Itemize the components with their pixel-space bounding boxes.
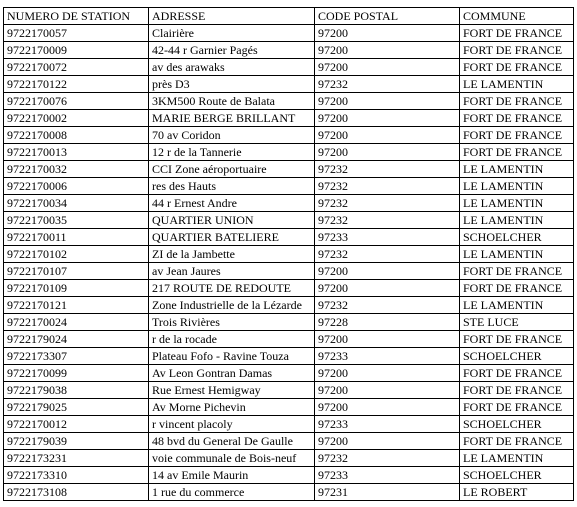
commune-cell: SCHOELCHER xyxy=(460,348,574,365)
address-cell: 3KM500 Route de Balata xyxy=(149,93,315,110)
address-cell: Trois Rivières xyxy=(149,314,315,331)
table-row xyxy=(4,195,574,212)
table-row xyxy=(4,433,574,450)
postal-code-cell: 97200 xyxy=(315,365,460,382)
commune-cell: LE LAMENTIN xyxy=(460,195,574,212)
station-number-cell: 9722179024 xyxy=(4,331,149,348)
station-number-cell: 9722170008 xyxy=(4,127,149,144)
postal-code-cell: 97200 xyxy=(315,110,460,127)
commune-cell: LE LAMENTIN xyxy=(460,450,574,467)
commune-cell: FORT DE FRANCE xyxy=(460,331,574,348)
table-row xyxy=(4,76,574,93)
address-cell: Zone Industrielle de la Lézarde xyxy=(149,297,315,314)
address-cell: Plateau Fofo - Ravine Touza xyxy=(149,348,315,365)
commune-cell: FORT DE FRANCE xyxy=(460,399,574,416)
station-number-cell: 9722170024 xyxy=(4,314,149,331)
table-row xyxy=(4,314,574,331)
postal-code-cell: 97233 xyxy=(315,229,460,246)
address-cell: Rue Ernest Hemigway xyxy=(149,382,315,399)
table-row xyxy=(4,263,574,280)
header-code-postal: CODE POSTAL xyxy=(315,8,460,25)
header-commune: COMMUNE xyxy=(460,8,574,25)
station-number-cell: 9722179025 xyxy=(4,399,149,416)
address-cell: res des Hauts xyxy=(149,178,315,195)
table-row xyxy=(4,42,574,59)
postal-code-cell: 97233 xyxy=(315,467,460,484)
address-cell: près D3 xyxy=(149,76,315,93)
commune-cell: LE LAMENTIN xyxy=(460,178,574,195)
table-row xyxy=(4,144,574,161)
table-row xyxy=(4,110,574,127)
postal-code-cell: 97200 xyxy=(315,127,460,144)
header-numero-de-station: NUMERO DE STATION xyxy=(4,8,149,25)
table-row xyxy=(4,297,574,314)
table-row xyxy=(4,127,574,144)
commune-cell: FORT DE FRANCE xyxy=(460,382,574,399)
address-cell: 70 av Coridon xyxy=(149,127,315,144)
address-cell: 1 rue du commerce xyxy=(149,484,315,501)
table-row xyxy=(4,229,574,246)
table-row xyxy=(4,59,574,76)
address-cell: Av Morne Pichevin xyxy=(149,399,315,416)
station-number-cell: 9722170122 xyxy=(4,76,149,93)
commune-cell: FORT DE FRANCE xyxy=(460,263,574,280)
station-number-cell: 9722170009 xyxy=(4,42,149,59)
table-row xyxy=(4,348,574,365)
table-body xyxy=(4,25,574,501)
address-cell: r vincent placoly xyxy=(149,416,315,433)
commune-cell: SCHOELCHER xyxy=(460,229,574,246)
postal-code-cell: 97200 xyxy=(315,263,460,280)
station-number-cell: 9722170006 xyxy=(4,178,149,195)
station-number-cell: 9722170076 xyxy=(4,93,149,110)
commune-cell: FORT DE FRANCE xyxy=(460,127,574,144)
commune-cell: SCHOELCHER xyxy=(460,467,574,484)
postal-code-cell: 97232 xyxy=(315,195,460,212)
address-cell: Av Leon Gontran Damas xyxy=(149,365,315,382)
header-row xyxy=(4,8,574,25)
station-number-cell: 9722170102 xyxy=(4,246,149,263)
postal-code-cell: 97200 xyxy=(315,144,460,161)
station-number-cell: 9722170035 xyxy=(4,212,149,229)
table-row xyxy=(4,450,574,467)
postal-code-cell: 97232 xyxy=(315,76,460,93)
postal-code-cell: 97200 xyxy=(315,93,460,110)
table-row xyxy=(4,246,574,263)
table-row xyxy=(4,399,574,416)
table-row xyxy=(4,178,574,195)
address-cell: 14 av Emile Maurin xyxy=(149,467,315,484)
table-row xyxy=(4,365,574,382)
postal-code-cell: 97231 xyxy=(315,484,460,501)
station-number-cell: 9722170002 xyxy=(4,110,149,127)
commune-cell: FORT DE FRANCE xyxy=(460,110,574,127)
address-cell: MARIE BERGE BRILLANT xyxy=(149,110,315,127)
station-number-cell: 9722170011 xyxy=(4,229,149,246)
commune-cell: FORT DE FRANCE xyxy=(460,280,574,297)
postal-code-cell: 97200 xyxy=(315,280,460,297)
postal-code-cell: 97232 xyxy=(315,178,460,195)
table-row xyxy=(4,416,574,433)
commune-cell: LE LAMENTIN xyxy=(460,161,574,178)
commune-cell: LE LAMENTIN xyxy=(460,76,574,93)
commune-cell: FORT DE FRANCE xyxy=(460,59,574,76)
address-cell: r de la rocade xyxy=(149,331,315,348)
address-cell: QUARTIER UNION xyxy=(149,212,315,229)
commune-cell: FORT DE FRANCE xyxy=(460,365,574,382)
station-number-cell: 9722173108 xyxy=(4,484,149,501)
station-number-cell: 9722173310 xyxy=(4,467,149,484)
address-cell: CCI Zone aéroportuaire xyxy=(149,161,315,178)
postal-code-cell: 97232 xyxy=(315,161,460,178)
station-number-cell: 9722170107 xyxy=(4,263,149,280)
header-adresse: ADRESSE xyxy=(149,8,315,25)
table-row xyxy=(4,484,574,501)
postal-code-cell: 97232 xyxy=(315,212,460,229)
commune-cell: LE LAMENTIN xyxy=(460,246,574,263)
table-row xyxy=(4,212,574,229)
postal-code-cell: 97200 xyxy=(315,433,460,450)
station-number-cell: 9722170072 xyxy=(4,59,149,76)
commune-cell: LE ROBERT xyxy=(460,484,574,501)
station-number-cell: 9722170013 xyxy=(4,144,149,161)
address-cell: 44 r Ernest Andre xyxy=(149,195,315,212)
address-cell: voie communale de Bois-neuf xyxy=(149,450,315,467)
postal-code-cell: 97233 xyxy=(315,348,460,365)
commune-cell: FORT DE FRANCE xyxy=(460,144,574,161)
postal-code-cell: 97233 xyxy=(315,416,460,433)
station-number-cell: 9722170099 xyxy=(4,365,149,382)
postal-code-cell: 97232 xyxy=(315,450,460,467)
table-row xyxy=(4,331,574,348)
commune-cell: STE LUCE xyxy=(460,314,574,331)
address-cell: QUARTIER BATELIERE xyxy=(149,229,315,246)
station-number-cell: 9722170034 xyxy=(4,195,149,212)
commune-cell: FORT DE FRANCE xyxy=(460,433,574,450)
postal-code-cell: 97200 xyxy=(315,399,460,416)
postal-code-cell: 97200 xyxy=(315,331,460,348)
station-number-cell: 9722179039 xyxy=(4,433,149,450)
address-cell: av des arawaks xyxy=(149,59,315,76)
address-cell: 42-44 r Garnier Pagés xyxy=(149,42,315,59)
address-cell: 12 r de la Tannerie xyxy=(149,144,315,161)
postal-code-cell: 97232 xyxy=(315,297,460,314)
table-row xyxy=(4,25,574,42)
commune-cell: FORT DE FRANCE xyxy=(460,42,574,59)
postal-code-cell: 97200 xyxy=(315,25,460,42)
station-number-cell: 9722170012 xyxy=(4,416,149,433)
station-number-cell: 9722173231 xyxy=(4,450,149,467)
stations-table xyxy=(3,7,574,501)
station-number-cell: 9722179038 xyxy=(4,382,149,399)
station-number-cell: 9722173307 xyxy=(4,348,149,365)
address-cell: ZI de la Jambette xyxy=(149,246,315,263)
commune-cell: LE LAMENTIN xyxy=(460,297,574,314)
station-number-cell: 9722170121 xyxy=(4,297,149,314)
table-row xyxy=(4,280,574,297)
station-number-cell: 9722170032 xyxy=(4,161,149,178)
commune-cell: FORT DE FRANCE xyxy=(460,25,574,42)
postal-code-cell: 97200 xyxy=(315,59,460,76)
table-row xyxy=(4,467,574,484)
postal-code-cell: 97200 xyxy=(315,382,460,399)
station-number-cell: 9722170057 xyxy=(4,25,149,42)
address-cell: Clairière xyxy=(149,25,315,42)
postal-code-cell: 97232 xyxy=(315,246,460,263)
address-cell: 48 bvd du General De Gaulle xyxy=(149,433,315,450)
commune-cell: LE LAMENTIN xyxy=(460,212,574,229)
station-number-cell: 9722170109 xyxy=(4,280,149,297)
commune-cell: SCHOELCHER xyxy=(460,416,574,433)
address-cell: av Jean Jaures xyxy=(149,263,315,280)
table-header xyxy=(4,8,574,25)
commune-cell: FORT DE FRANCE xyxy=(460,93,574,110)
address-cell: 217 ROUTE DE REDOUTE xyxy=(149,280,315,297)
table-row xyxy=(4,93,574,110)
postal-code-cell: 97200 xyxy=(315,42,460,59)
table-row xyxy=(4,382,574,399)
table-row xyxy=(4,161,574,178)
postal-code-cell: 97228 xyxy=(315,314,460,331)
